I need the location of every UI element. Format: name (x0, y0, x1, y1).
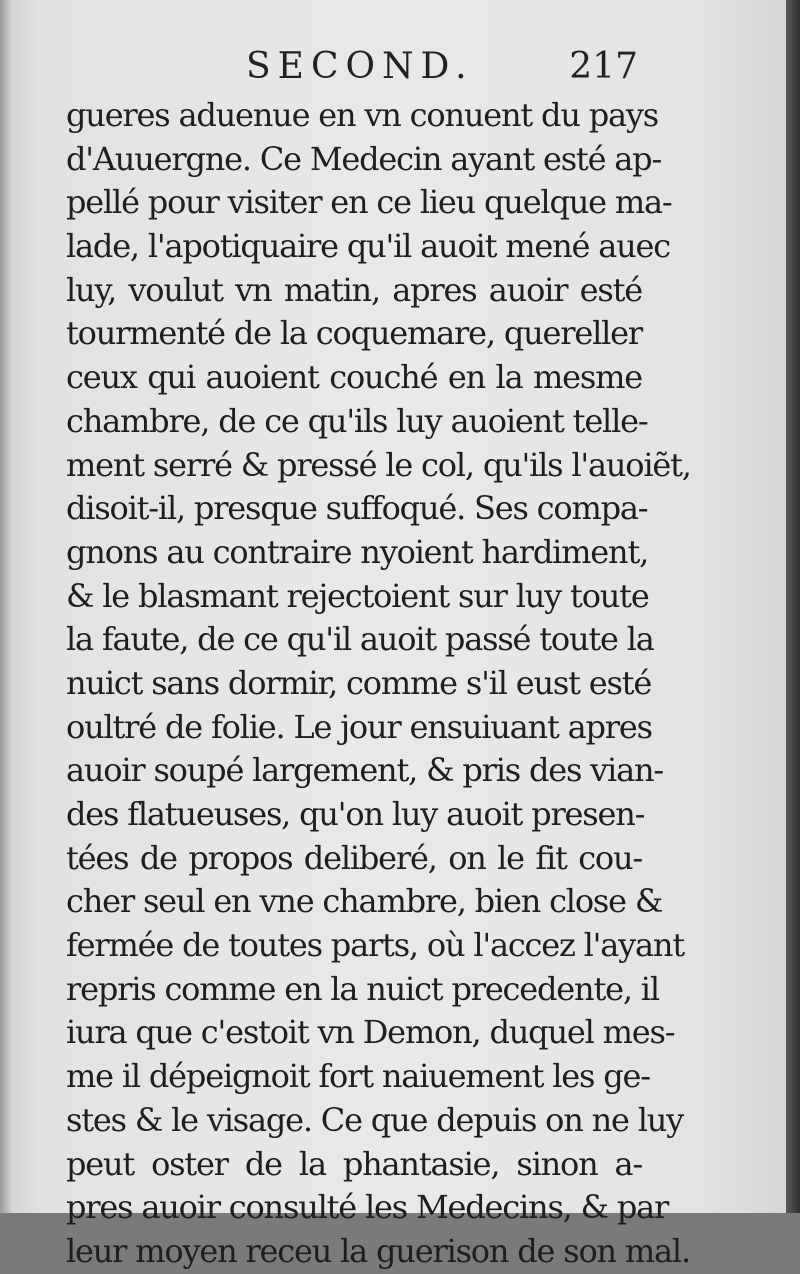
text-line: repris comme en la nuict precedente, il (66, 969, 659, 1008)
text-line: nuict sans dormir, comme s'il eust esté (66, 663, 652, 702)
text-line: tées de propos deliberé, on le fit cou- (66, 838, 642, 877)
gutter-shadow (0, 0, 12, 1213)
running-title: SECOND. (246, 46, 474, 87)
page-header (66, 46, 646, 96)
text-line: des flatueuses, qu'on luy auoit presen- (66, 795, 645, 833)
text-line: auoir soupé largement, & pris des vian- (66, 751, 663, 790)
text-line: oultré de folie. Le jour ensuiuant apres (66, 707, 652, 746)
text-line: lade, l'apotiquaire qu'il auoit mené auec (66, 227, 670, 266)
text-line: stes & le visage. Ce que depuis on ne luy (66, 1100, 684, 1139)
text-line: peut oster de la phantasie, sinon a- (66, 1144, 642, 1183)
text-line: d'Auuergne. Ce Medecin ayant esté ap- (66, 139, 662, 178)
text-line: ment serré & pressé le col, qu'ils l'auoiẽt, (66, 445, 691, 484)
book-edge (786, 0, 800, 1213)
text-line: cher seul en vne chambre, bien close & (66, 882, 663, 921)
page-number: 217 (569, 46, 638, 87)
text-line: gnons au contraire nyoient hardiment, (66, 532, 649, 571)
text-line: ceux qui auoient couché en la mesme (66, 358, 642, 397)
text-line: fermée de toutes parts, où l'accez l'ayant (66, 926, 684, 965)
text-line: pellé pour visiter en ce lieu quelque ma- (66, 183, 672, 222)
text-line: disoit-il, presque suffoqué. Ses compa- (66, 489, 648, 528)
text-line: pres auoir consulté les Medecins, & par (66, 1188, 669, 1227)
text-line: gueres aduenue en vn conuent du pays (66, 96, 658, 134)
text-line: chambre, de ce qu'ils luy auoient telle- (66, 401, 648, 440)
text-line: iura que c'estoit vn Demon, duquel mes- (66, 1013, 675, 1052)
body-text (66, 94, 691, 1274)
text-line: me il dépeignoit fort naiuement les ge- (66, 1057, 650, 1096)
text-line: & le blasmant rejectoient sur luy toute (66, 576, 649, 615)
text-line: tourmenté de la coquemare, quereller (66, 314, 642, 353)
text-line: la faute, de ce qu'il auoit passé toute la (66, 620, 654, 659)
text-line: leur moyen receu la guerison de son mal. (66, 1231, 690, 1270)
text-line: luy, voulut vn matin, apres auoir esté (66, 270, 642, 309)
